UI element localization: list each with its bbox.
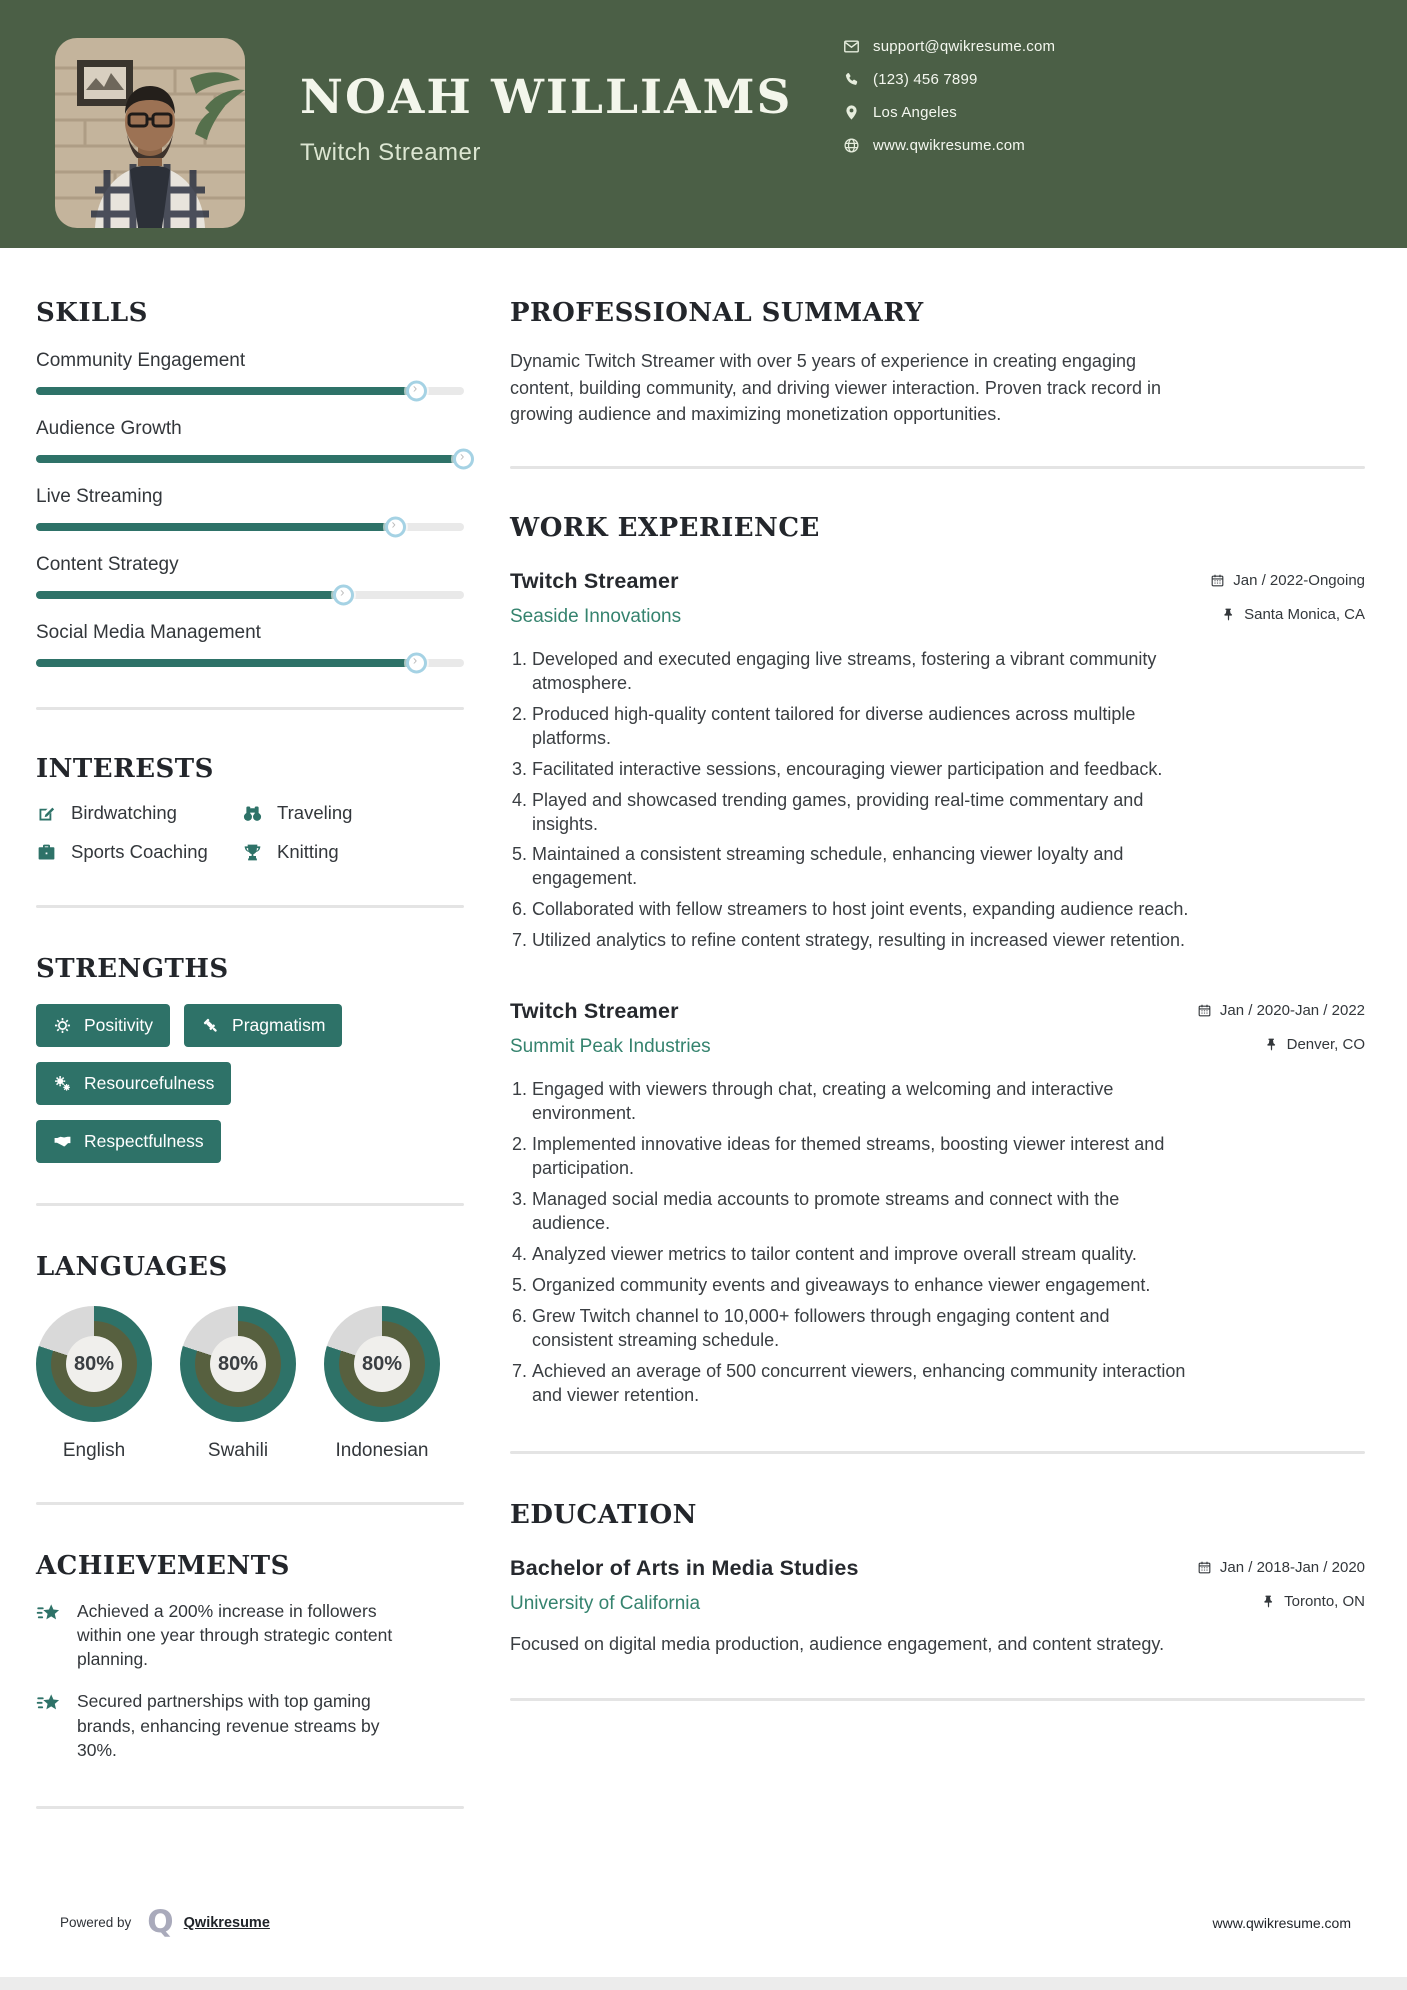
gear-icon — [53, 1016, 72, 1035]
skill-slider-track — [36, 591, 464, 599]
job-bullet: 4. Played and showcased trending games, providing real-time commentary and insights. — [532, 789, 1192, 837]
briefcase-icon — [36, 842, 57, 863]
language-item — [36, 1306, 152, 1462]
job-bullet: 6. Grew Twitch channel to 10,000+ followers through engaging content and consistent streaming schedule. — [532, 1305, 1192, 1353]
job-bullet: 1. Developed and executed engaging live streams, fostering a vibrant community atmosphere. — [532, 648, 1192, 696]
job-bullet: 7. Utilized analytics to refine content strategy, resulting in increased viewer retention. — [532, 929, 1192, 953]
skill-slider-fill — [36, 659, 417, 667]
interests-heading: INTERESTS — [36, 754, 214, 784]
contact-phone[interactable] — [843, 63, 1055, 96]
skill-item — [36, 350, 464, 395]
section-languages — [36, 1252, 464, 1462]
skill-item — [36, 554, 464, 599]
pushpin-icon — [1221, 607, 1236, 622]
job-bullet-list — [532, 648, 1192, 953]
contact-location-text: Los Angeles — [873, 104, 957, 121]
summary-heading: PROFESSIONAL SUMMARY — [510, 298, 924, 328]
interest-label: Sports Coaching — [71, 841, 208, 862]
trophy-icon — [242, 842, 263, 863]
education-description: Focused on digital media production, audience engagement, and content strategy. — [510, 1634, 1165, 1655]
job-location-text: Santa Monica, CA — [1244, 605, 1365, 623]
shooting-star-icon — [36, 1601, 63, 1628]
interest-item — [242, 802, 464, 824]
footer — [60, 1904, 1351, 1940]
education-location — [1261, 1593, 1365, 1610]
slider-handle[interactable] — [385, 517, 406, 538]
work-heading: WORK EXPERIENCE — [510, 512, 820, 543]
pen-edit-icon — [36, 803, 57, 824]
interest-label: Traveling — [277, 802, 353, 823]
contact-phone-text: (123) 456 7899 — [873, 71, 978, 88]
qwikresume-brand-link[interactable]: Qwikresume — [183, 1914, 270, 1931]
skill-slider-track — [36, 387, 464, 395]
header-identity — [300, 70, 792, 167]
education-date-text: Jan / 2018-Jan / 2020 — [1219, 1559, 1365, 1577]
contact-website-text: www.qwikresume.com — [873, 137, 1025, 154]
section-divider — [36, 905, 464, 908]
job-location-text: Denver, CO — [1286, 1036, 1365, 1054]
skill-slider-fill — [36, 591, 344, 599]
strength-label: Positivity — [84, 1015, 154, 1035]
footer-website-link[interactable]: www.qwikresume.com — [1212, 1914, 1351, 1931]
languages-row — [36, 1306, 464, 1462]
section-divider — [36, 1203, 464, 1206]
interest-item — [36, 841, 242, 863]
strength-label: Respectfulness — [84, 1131, 204, 1151]
contact-email[interactable] — [843, 30, 1055, 63]
skill-slider-track — [36, 455, 464, 463]
binoculars-icon — [242, 803, 263, 824]
skill-slider-fill — [36, 387, 417, 395]
job-bullet: 2. Implemented innovative ideas for themed streams, boosting viewer interest and participation. — [532, 1133, 1192, 1181]
education-location-text: Toronto, ON — [1284, 1593, 1365, 1611]
skill-label: Live Streaming — [36, 486, 163, 507]
gavel-icon — [201, 1016, 220, 1035]
slider-handle[interactable] — [333, 585, 354, 606]
strength-pill — [184, 1004, 342, 1047]
summary-text: Dynamic Twitch Streamer with over 5 years of experience in creating engaging content, building community, and driving viewer interaction. Proven track record in growing audience and maximizing monetization opportunities. — [510, 351, 1161, 425]
education-degree: Bachelor of Arts in Media Studies — [510, 1556, 859, 1581]
slider-handle[interactable] — [453, 449, 474, 470]
section-work-experience — [510, 513, 1365, 1408]
languages-heading: LANGUAGES — [36, 1252, 228, 1282]
pushpin-icon — [1261, 1594, 1276, 1609]
achievement-item — [36, 1599, 464, 1671]
job-entry — [510, 569, 1365, 953]
language-donut-chart — [36, 1306, 152, 1422]
job-date — [1210, 572, 1365, 589]
gears-icon — [53, 1074, 72, 1093]
pushpin-icon — [1264, 1037, 1279, 1052]
skill-item — [36, 418, 464, 463]
calendar-icon — [1210, 573, 1225, 588]
contact-block — [843, 30, 1055, 162]
globe-icon — [843, 137, 860, 154]
job-bullet: 7. Achieved an average of 500 concurrent viewers, enhancing community interaction and viewer retention. — [532, 1360, 1192, 1408]
strength-pill — [36, 1120, 221, 1163]
language-donut-chart — [180, 1306, 296, 1422]
section-achievements — [36, 1551, 464, 1762]
skills-heading: SKILLS — [36, 298, 148, 328]
contact-email-text: support@qwikresume.com — [873, 38, 1056, 55]
achievement-text: Achieved a 200% increase in followers within one year through strategic content planning. — [77, 1601, 393, 1670]
map-marker-icon — [843, 104, 860, 121]
strengths-heading: STRENGTHS — [36, 954, 229, 984]
strength-pills — [36, 1004, 464, 1163]
qwikresume-logo: Q — [147, 1904, 174, 1940]
job-company: Summit Peak Industries — [510, 1036, 711, 1058]
language-label: Indonesian — [335, 1440, 429, 1461]
interest-item — [36, 802, 242, 824]
interest-label: Birdwatching — [71, 802, 177, 823]
powered-by-label: Powered by — [60, 1915, 132, 1930]
calendar-icon — [1197, 1560, 1212, 1575]
shooting-star-icon — [36, 1691, 63, 1718]
job-bullet: 3. Managed social media accounts to promote streams and connect with the audience. — [532, 1188, 1192, 1236]
skill-label: Content Strategy — [36, 554, 179, 575]
person-name: NOAH WILLIAMS — [300, 70, 793, 125]
achievements-heading: ACHIEVEMENTS — [36, 1551, 290, 1581]
section-divider — [36, 1806, 464, 1809]
job-bullet: 2. Produced high-quality content tailored for diverse audiences across multiple platforms. — [532, 703, 1192, 751]
contact-location — [843, 96, 1055, 129]
job-company: Seaside Innovations — [510, 605, 682, 627]
profile-photo-illustration — [55, 38, 245, 228]
language-percent: 80% — [361, 1352, 403, 1375]
job-bullet: 4. Analyzed viewer metrics to tailor content and improve overall stream quality. — [532, 1243, 1192, 1267]
education-entry — [510, 1556, 1365, 1657]
calendar-icon — [1197, 1003, 1212, 1018]
section-strengths — [36, 954, 464, 1163]
section-interests — [36, 754, 464, 863]
strength-label: Resourcefulness — [84, 1073, 215, 1093]
section-divider — [36, 1502, 464, 1505]
job-title: Twitch Streamer — [510, 999, 679, 1024]
strength-pill — [36, 1062, 231, 1105]
language-item — [180, 1306, 296, 1462]
job-date — [1197, 1002, 1365, 1019]
slider-handle[interactable] — [406, 381, 427, 402]
job-location — [1221, 606, 1365, 623]
section-divider — [510, 466, 1365, 469]
language-label: Swahili — [207, 1440, 269, 1461]
interest-label: Knitting — [277, 841, 339, 862]
skill-slider-fill — [36, 523, 396, 531]
envelope-icon — [843, 38, 860, 55]
language-label: English — [62, 1440, 126, 1461]
skill-slider-track — [36, 523, 464, 531]
achievement-item — [36, 1689, 464, 1761]
section-education — [510, 1500, 1365, 1657]
bottom-strip — [0, 1977, 1407, 1990]
education-heading: EDUCATION — [510, 1500, 697, 1531]
skill-slider-fill — [36, 455, 464, 463]
section-divider — [510, 1698, 1365, 1701]
skill-label: Community Engagement — [36, 350, 246, 371]
skill-label: Social Media Management — [36, 622, 261, 643]
section-skills — [36, 298, 464, 667]
language-percent: 80% — [217, 1352, 259, 1375]
interest-item — [242, 841, 464, 863]
skill-item — [36, 486, 464, 531]
handshake-icon — [53, 1132, 72, 1151]
job-bullet: 1. Engaged with viewers through chat, creating a welcoming and interactive environment. — [532, 1078, 1192, 1126]
phone-icon — [843, 71, 860, 88]
language-donut-chart — [324, 1306, 440, 1422]
section-professional-summary — [510, 298, 1365, 428]
left-column — [36, 248, 464, 1809]
person-job-title: Twitch Streamer — [300, 139, 481, 166]
skill-item — [36, 622, 464, 667]
slider-handle[interactable] — [406, 653, 427, 674]
profile-photo — [55, 38, 245, 228]
section-divider — [36, 707, 464, 710]
job-bullet: 5. Maintained a consistent streaming schedule, enhancing viewer loyalty and engagement. — [532, 843, 1192, 891]
language-item — [324, 1306, 440, 1462]
skill-slider-track — [36, 659, 464, 667]
content — [0, 248, 1407, 1809]
job-bullet-list — [532, 1078, 1192, 1407]
job-date-text: Jan / 2020-Jan / 2022 — [1219, 1002, 1365, 1020]
header-banner — [0, 0, 1407, 248]
section-divider — [510, 1451, 1365, 1454]
strength-label: Pragmatism — [232, 1015, 326, 1035]
strength-pill — [36, 1004, 170, 1047]
job-location — [1264, 1036, 1365, 1053]
right-column — [510, 248, 1365, 1809]
skill-label: Audience Growth — [36, 418, 182, 439]
job-bullet: 3. Facilitated interactive sessions, encouraging viewer participation and feedback. — [532, 758, 1192, 782]
interests-grid — [36, 802, 464, 863]
education-date — [1197, 1559, 1365, 1576]
job-title: Twitch Streamer — [510, 568, 679, 593]
achievement-text: Secured partnerships with top gaming brands, enhancing revenue streams by 30%. — [77, 1691, 380, 1760]
education-school: University of California — [510, 1593, 701, 1615]
contact-website[interactable] — [843, 129, 1055, 162]
job-bullet: 6. Collaborated with fellow streamers to host joint events, expanding audience reach. — [532, 898, 1192, 922]
job-date-text: Jan / 2022-Ongoing — [1233, 571, 1365, 589]
language-percent: 80% — [73, 1352, 115, 1375]
job-bullet: 5. Organized community events and giveaways to enhance viewer engagement. — [532, 1274, 1192, 1298]
job-entry — [510, 999, 1365, 1407]
